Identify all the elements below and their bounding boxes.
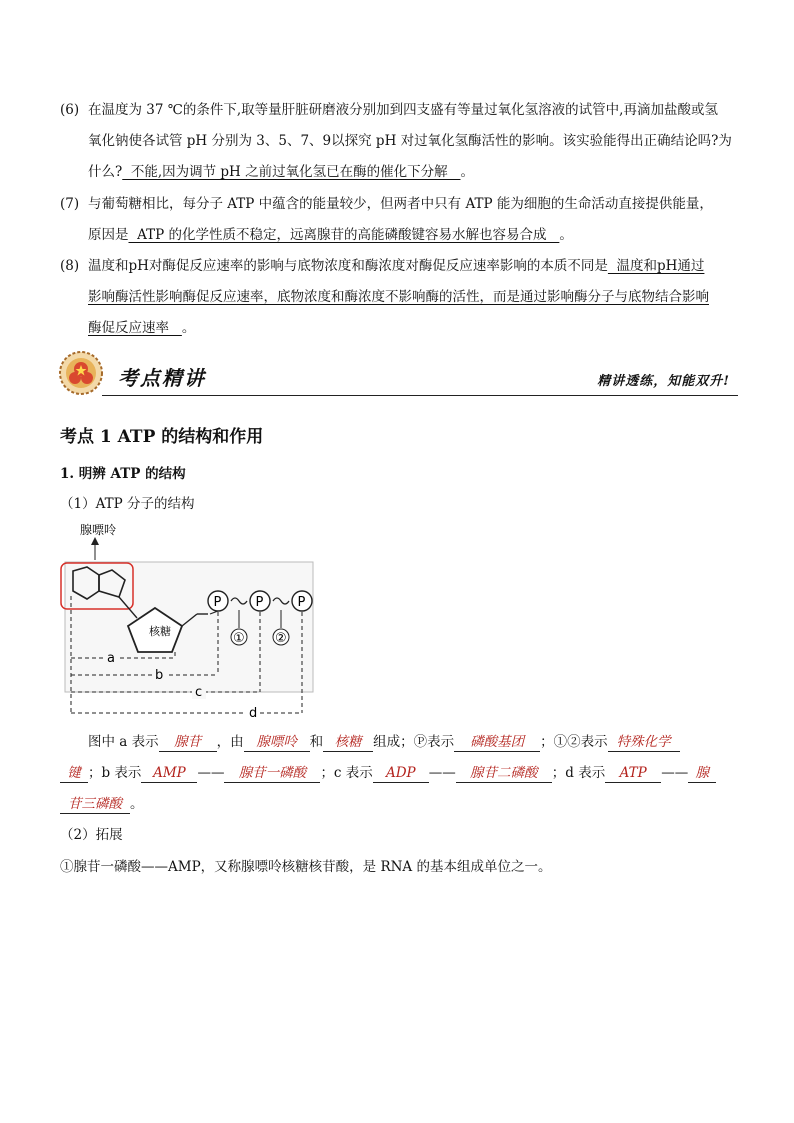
extension-title: （2）拓展 bbox=[60, 827, 123, 843]
question-text: 原因是 bbox=[88, 227, 129, 243]
answer-text: 温度和pH通过 bbox=[607, 258, 705, 274]
question-number: (8) bbox=[60, 258, 80, 274]
answer-blank: ADP bbox=[373, 764, 429, 783]
atp-structure-diagram bbox=[55, 518, 325, 723]
text: 图中 a 表示 bbox=[88, 734, 159, 750]
answer-blank: 腺 bbox=[688, 764, 716, 783]
section-banner bbox=[58, 348, 738, 400]
punct: 。 bbox=[559, 227, 573, 243]
question-text: 温度和pH对酶促反应速率的影响与底物浓度和酶浓度对酶促反应速率影响的本质不同是 bbox=[88, 258, 608, 274]
answer-blank: 腺嘌呤 bbox=[244, 733, 310, 752]
bond-1-label: ① bbox=[233, 631, 245, 646]
bracket-b-label: b bbox=[155, 668, 164, 683]
bond-symbols: ①② bbox=[553, 734, 581, 750]
fill-in-paragraph bbox=[60, 727, 736, 820]
phosphate-2-label: P bbox=[255, 595, 264, 610]
answer-text: 不能,因为调节 pH 之前过氧化氢已在酶的催化下分解 bbox=[122, 164, 461, 180]
banner-title: 考点精讲 bbox=[118, 366, 206, 390]
banner-motto: 精讲透练，知能双升! bbox=[597, 374, 730, 389]
question-text: 什么? bbox=[88, 164, 123, 180]
answer-blank: 核糖 bbox=[323, 733, 373, 752]
punct: 。 bbox=[460, 164, 474, 180]
answer-blank: 腺苷一磷酸 bbox=[224, 764, 320, 783]
question-8 bbox=[60, 251, 736, 344]
question-text: 在温度为 37 ℃的条件下,取等量肝脏研磨液分别加到四支盛有等量过氧化氢溶液的试管中,再滴加盐酸或氢 bbox=[88, 102, 718, 118]
punct: 。 bbox=[130, 796, 144, 812]
badge-icon bbox=[58, 350, 104, 396]
answer-blank: AMP bbox=[141, 764, 197, 783]
phosphate-1-label: P bbox=[213, 595, 222, 610]
answer-text: 酶促反应速率 bbox=[88, 320, 182, 336]
text: —— bbox=[197, 765, 225, 781]
text: 和 bbox=[309, 734, 324, 750]
extension-text: ①腺苷一磷酸——AMP，又称腺嘌呤核糖核苷酸，是 RNA 的基本组成单位之一。 bbox=[60, 859, 552, 875]
text: ，由 bbox=[216, 734, 244, 750]
bracket-d-label: d bbox=[249, 706, 258, 721]
answer-blank: 腺苷二磷酸 bbox=[456, 764, 552, 783]
bond-2-label: ② bbox=[275, 631, 287, 646]
punct: 。 bbox=[181, 320, 196, 336]
text: —— bbox=[428, 765, 456, 781]
section-title: 考点 1 ATP 的结构和作用 bbox=[60, 427, 264, 447]
question-7 bbox=[60, 189, 736, 251]
text: ；b 表示 bbox=[88, 765, 142, 781]
question-text: 氧化钠使各试管 pH 分别为 3、5、7、9以探究 pH 对过氧化氢酶活性的影响。该实验能得出正确结论吗?为 bbox=[88, 133, 732, 149]
answer-blank: 磷酸基团 bbox=[454, 733, 540, 752]
text: 表示 bbox=[427, 734, 455, 750]
answer-blank: 腺苷 bbox=[159, 733, 217, 752]
adenine-label: 腺嘌呤 bbox=[80, 523, 117, 537]
question-number: (6) bbox=[60, 102, 80, 118]
divider bbox=[102, 395, 738, 396]
answer-text: ATP 的化学性质不稳定，远离腺苷的高能磷酸键容易水解也容易合成 bbox=[128, 227, 560, 243]
text: ；d 表示 bbox=[551, 765, 606, 781]
question-6 bbox=[60, 95, 736, 188]
subsubsection-title: （1）ATP 分子的结构 bbox=[60, 496, 195, 512]
text: ；c 表示 bbox=[320, 765, 373, 781]
text: ； bbox=[540, 734, 554, 750]
question-number: (7) bbox=[60, 196, 80, 212]
answer-blank: 特殊化学 bbox=[608, 733, 680, 752]
answer-blank: 键 bbox=[60, 764, 88, 783]
phosphate-3-label: P bbox=[297, 595, 306, 610]
ribose-label: 核糖 bbox=[149, 625, 171, 638]
bracket-c-label: c bbox=[195, 685, 203, 700]
subsection-title: 1. 明辨 ATP 的结构 bbox=[60, 466, 186, 482]
text: 组成； bbox=[373, 734, 414, 750]
answer-blank: ATP bbox=[605, 764, 661, 783]
answer-text: 影响酶活性影响酶促反应速率，底物浓度和酶浓度不影响酶的活性，而是通过影响酶分子与底物结合影响 bbox=[88, 289, 709, 305]
bracket-a-label: a bbox=[107, 651, 115, 666]
phosphate-symbol: Ⓟ bbox=[413, 734, 428, 750]
text: —— bbox=[661, 765, 689, 781]
answer-blank: 苷三磷酸 bbox=[60, 795, 130, 814]
text: 表示 bbox=[580, 734, 608, 750]
question-text: 与葡萄糖相比，每分子 ATP 中蕴含的能量较少，但两者中只有 ATP 能为细胞的生命活动直接提供能量， bbox=[88, 196, 713, 212]
